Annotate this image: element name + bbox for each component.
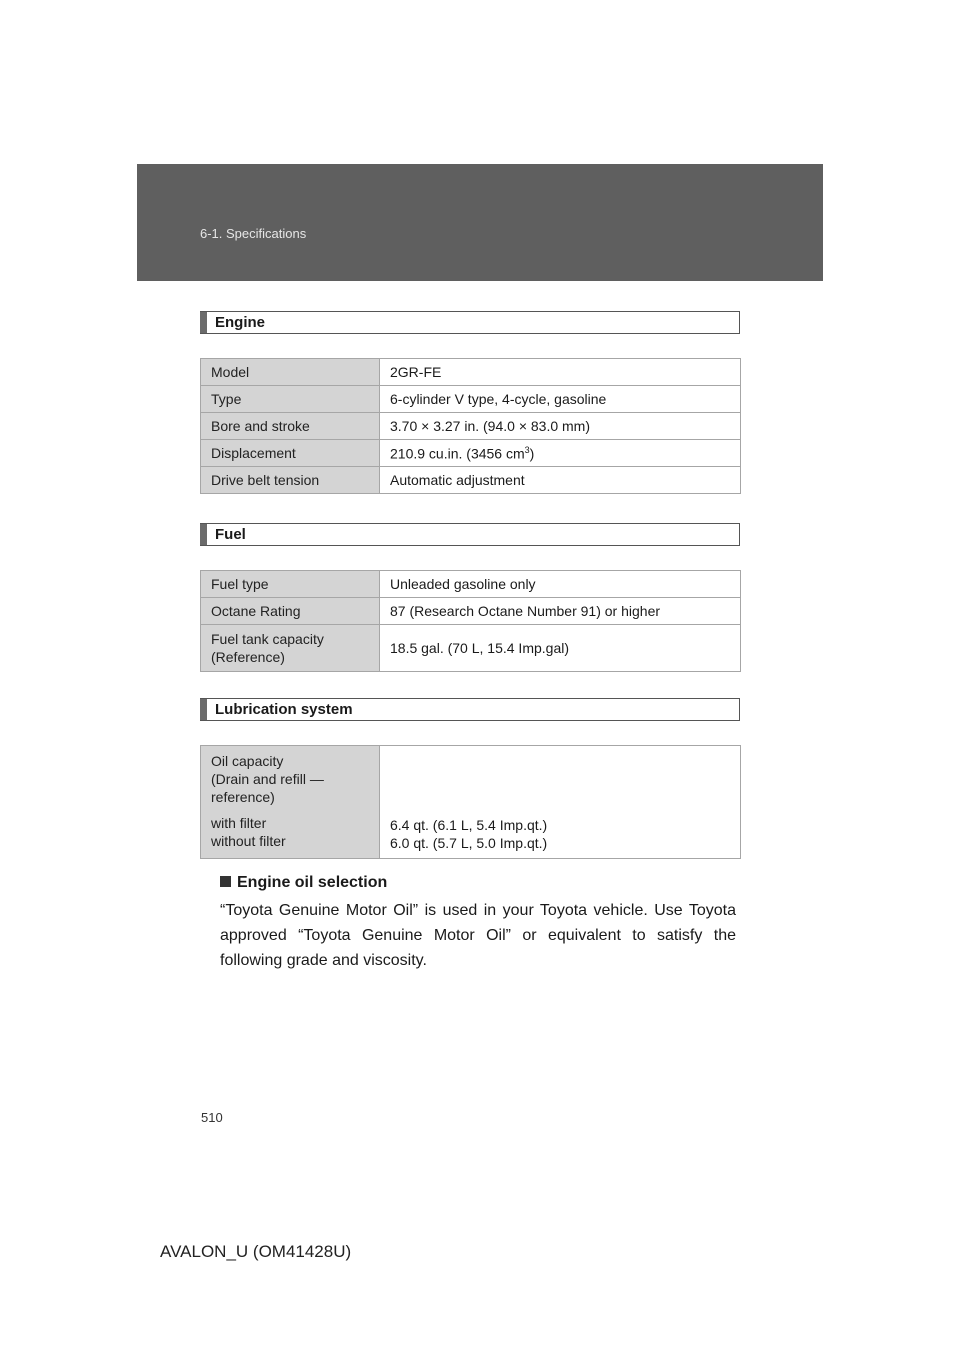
page-number: 510 — [201, 1110, 223, 1125]
value-line: 6.0 qt. (5.7 L, 5.0 Imp.qt.) — [390, 835, 548, 851]
heading-text: Engine oil selection — [237, 874, 388, 891]
value-text: 210.9 cu.in. (3456 cm — [390, 445, 525, 462]
section-title-text: Lubrication system — [215, 701, 353, 718]
value-text: ) — [529, 445, 535, 462]
section-bar — [200, 524, 207, 545]
value-line: 6.4 qt. (6.1 L, 5.4 Imp.qt.) — [390, 817, 548, 833]
table-row — [201, 359, 741, 386]
spec-label: Displacement — [201, 440, 380, 467]
fuel-table — [200, 570, 741, 672]
spec-value: 3.70 × 3.27 in. (94.0 × 83.0 mm) — [380, 413, 741, 440]
spec-label: Type — [201, 386, 380, 413]
spec-value: 2GR-FE — [380, 359, 741, 386]
label-line: reference) — [211, 789, 275, 805]
spec-value: 18.5 gal. (70 L, 15.4 Imp.gal) — [380, 625, 741, 672]
spec-value: Automatic adjustment — [380, 467, 741, 494]
table-row — [201, 386, 741, 413]
footer-doc-id: AVALON_U (OM41428U) — [160, 1242, 352, 1261]
superscript: 3 — [524, 444, 530, 455]
spec-label: Model — [201, 359, 380, 386]
table-row — [201, 625, 741, 672]
spec-value: 87 (Research Octane Number 91) or higher — [380, 598, 741, 625]
label-line: (Drain and refill — — [211, 771, 324, 787]
section-title-text: Fuel — [215, 526, 246, 543]
spec-label: Octane Rating — [201, 598, 380, 625]
spec-label: Bore and stroke — [201, 413, 380, 440]
section-title-fuel — [200, 523, 740, 546]
spec-value — [380, 746, 741, 859]
engine-table — [200, 358, 741, 494]
spec-value — [380, 440, 741, 467]
label-line: with filter — [211, 815, 267, 831]
spec-label — [201, 746, 380, 859]
section-title-engine — [200, 311, 740, 334]
section-title-text: Engine — [215, 314, 266, 331]
table-row — [201, 413, 741, 440]
section-title-lubrication — [200, 698, 740, 721]
breadcrumb: 6-1. Specifications — [200, 226, 307, 241]
oil-selection-text: “Toyota Genuine Motor Oil” is used in your Toyota vehicle. Use Toyota approved “Toyota Genuine Motor Oil” or equivalent to satisfy the following grade and viscosity. — [220, 902, 736, 969]
lubrication-table — [200, 745, 741, 859]
spacer — [211, 806, 369, 814]
table-row — [201, 467, 741, 494]
table-row — [201, 598, 741, 625]
spec-value: 6-cylinder V type, 4-cycle, gasoline — [380, 386, 741, 413]
spec-value: Unleaded gasoline only — [380, 571, 741, 598]
section-bar — [200, 699, 207, 720]
spec-label — [201, 625, 380, 672]
oil-selection-heading — [220, 874, 387, 892]
square-bullet-icon — [220, 876, 231, 887]
label-line: (Reference) — [211, 649, 285, 665]
label-line: Fuel tank capacity — [211, 631, 324, 647]
table-row — [201, 440, 741, 467]
spec-label: Fuel type — [201, 571, 380, 598]
header-band — [137, 164, 823, 281]
spec-label: Drive belt tension — [201, 467, 380, 494]
section-bar — [200, 312, 207, 333]
table-row — [201, 746, 741, 859]
label-line: Oil capacity — [211, 753, 284, 769]
label-line: without filter — [211, 833, 286, 849]
table-row — [201, 571, 741, 598]
